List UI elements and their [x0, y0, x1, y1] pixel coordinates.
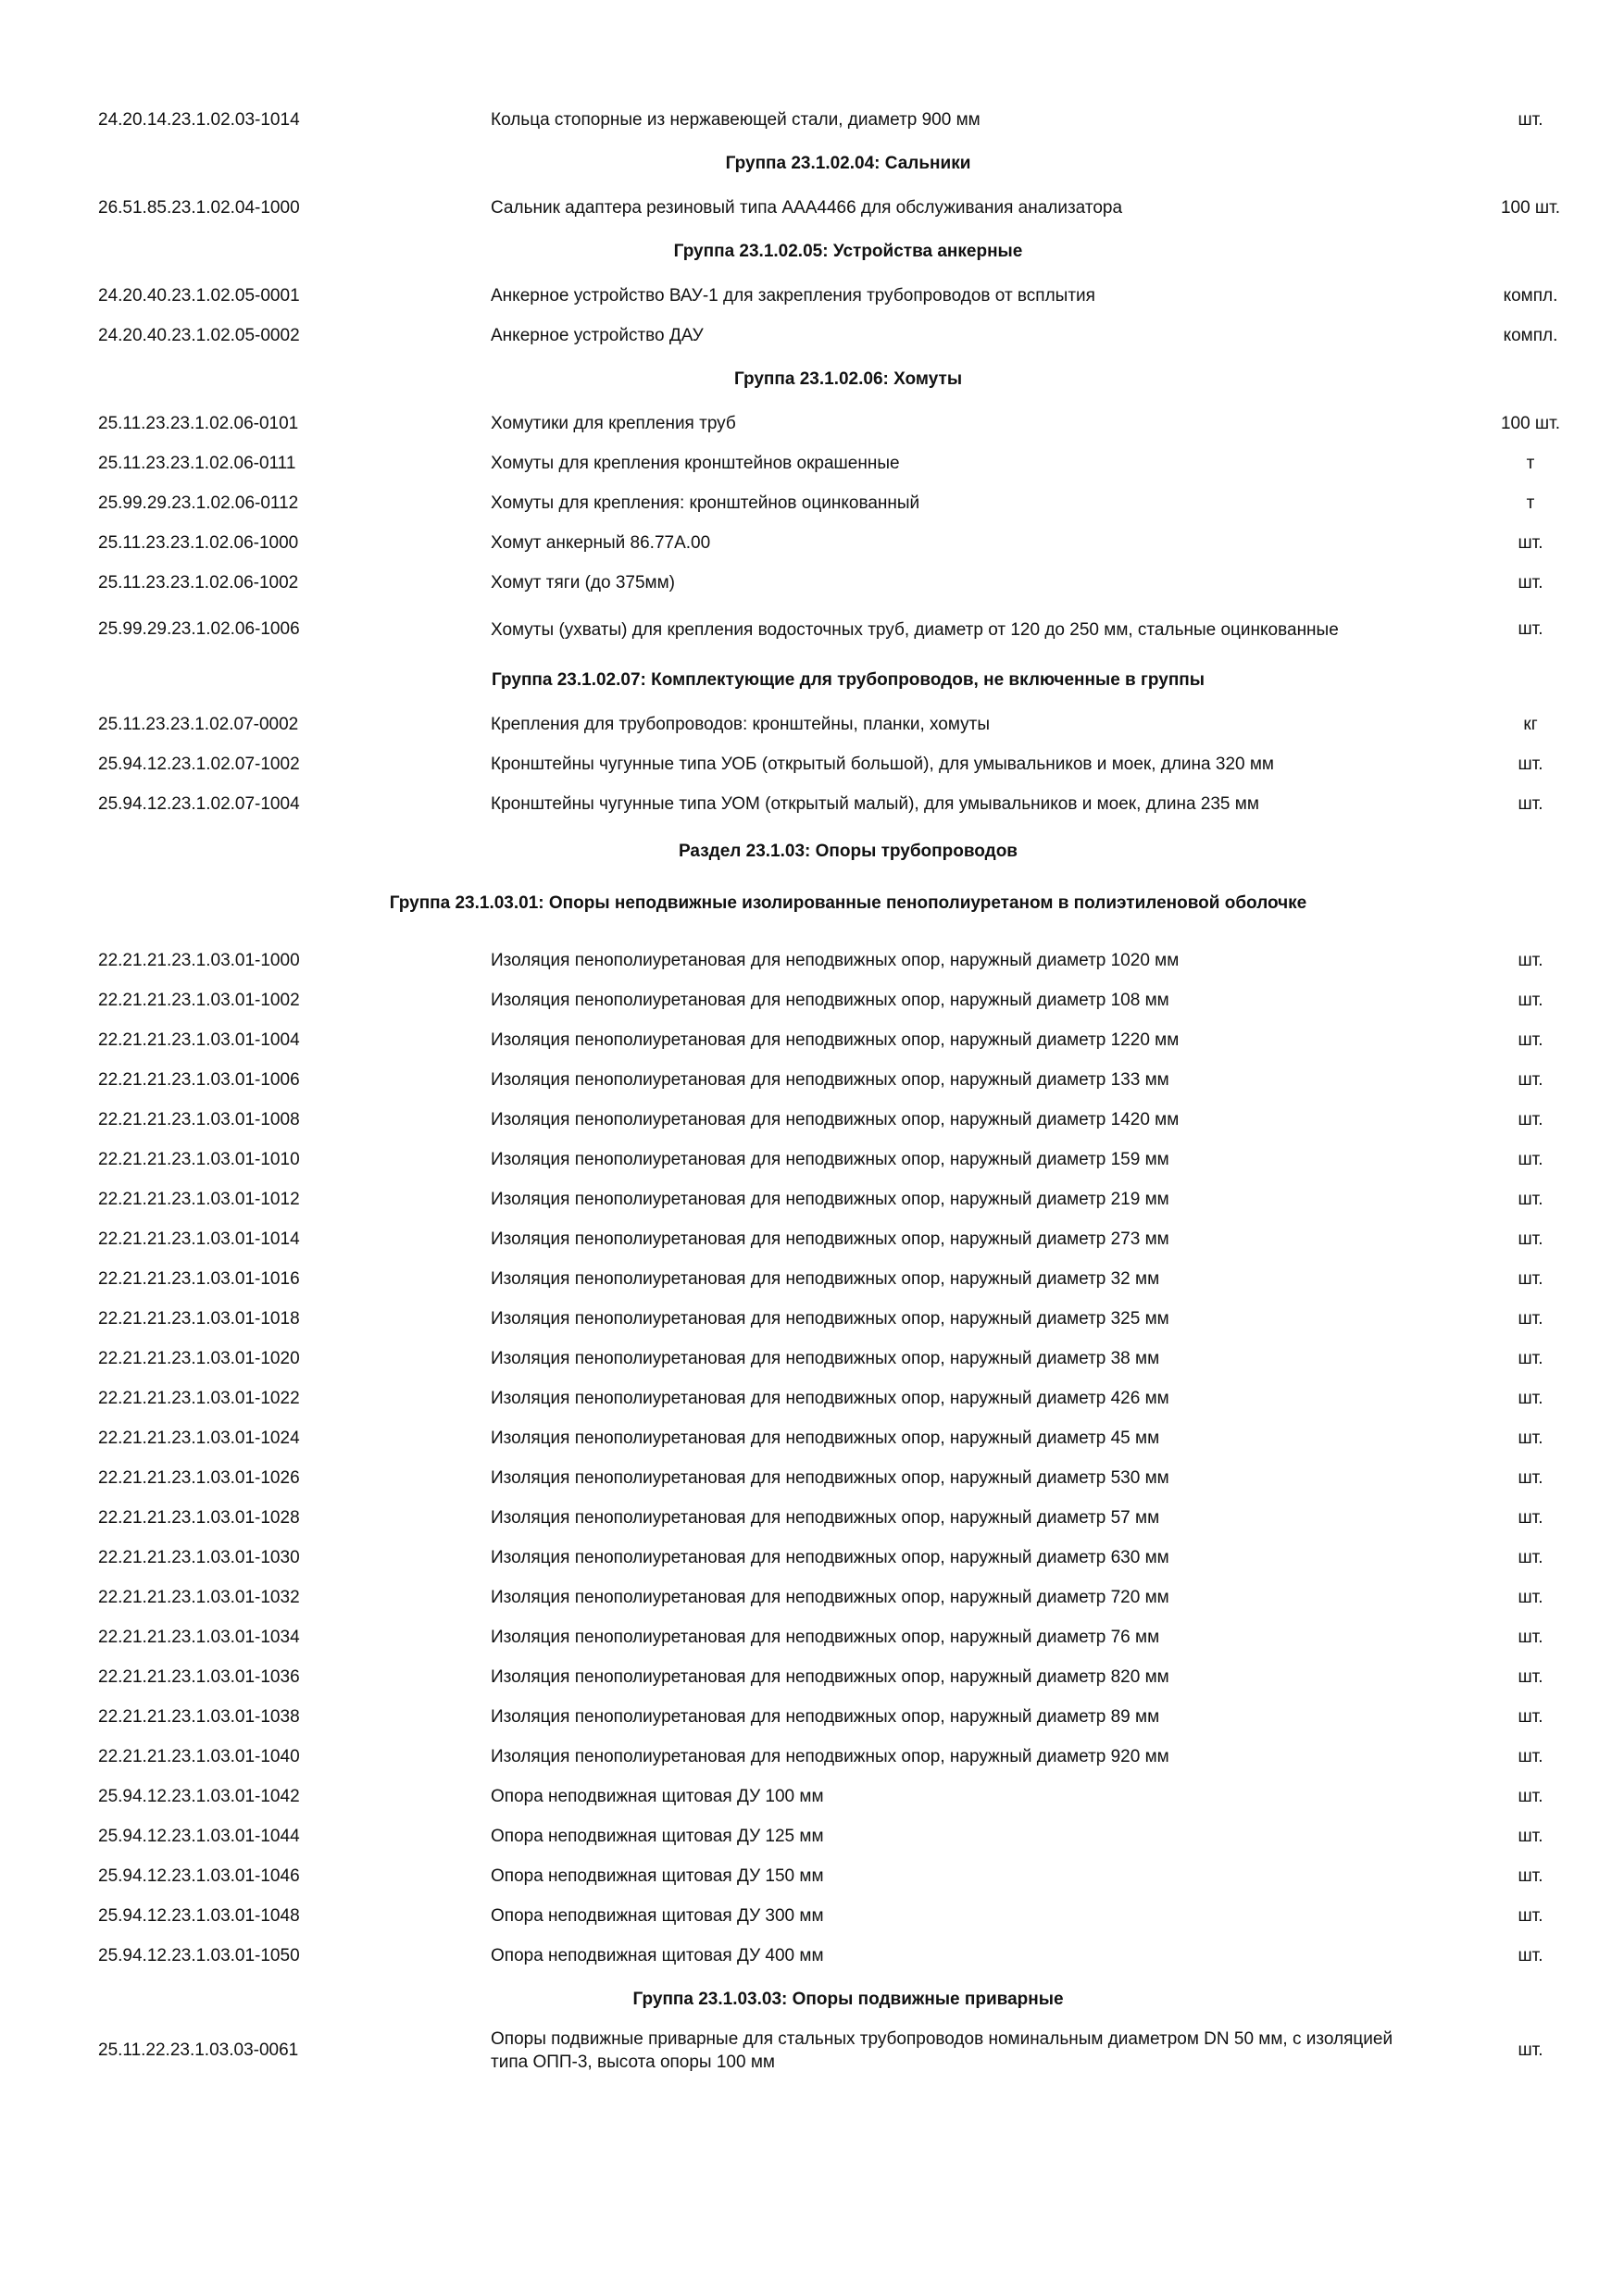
item-unit: шт.	[1518, 1706, 1543, 1727]
item-unit: шт.	[1518, 1189, 1543, 1209]
table-row	[98, 1816, 1598, 1856]
item-code: 25.94.12.23.1.03.01-1048	[98, 1905, 300, 1926]
table-row	[98, 705, 1598, 744]
table-row	[98, 1140, 1598, 1179]
table-row	[98, 1020, 1598, 1060]
table-row	[98, 1259, 1598, 1299]
table-row	[98, 1936, 1598, 1976]
table-row	[98, 316, 1598, 356]
item-unit: компл.	[1503, 285, 1558, 306]
item-code: 25.11.23.23.1.02.06-1000	[98, 532, 299, 553]
item-unit: шт.	[1518, 1149, 1543, 1169]
table-row	[98, 980, 1598, 1020]
item-name: Хомуты для крепления: кронштейнов оцинкованный	[491, 493, 920, 513]
item-unit: шт.	[1518, 1428, 1543, 1448]
item-name: Хомуты (ухваты) для крепления водосточных труб, диаметр от 120 до 250 мм, стальные оцинкованные	[491, 619, 1339, 640]
item-code: 22.21.21.23.1.03.01-1012	[98, 1189, 300, 1209]
item-code: 22.21.21.23.1.03.01-1006	[98, 1069, 300, 1090]
table-row	[98, 2024, 1598, 2078]
item-code: 22.21.21.23.1.03.01-1008	[98, 1109, 300, 1129]
item-name: Изоляция пенополиуретановая для неподвижных опор, наружный диаметр 920 мм	[491, 1747, 1169, 1766]
item-code: 25.11.22.23.1.03.03-0061	[98, 2040, 299, 2060]
item-unit: шт.	[1518, 2040, 1543, 2060]
table-row	[98, 1458, 1598, 1498]
section-header: Раздел 23.1.03: Опоры трубопроводов	[678, 842, 1018, 861]
item-unit: шт.	[1518, 1268, 1543, 1289]
table-row	[98, 744, 1598, 784]
table-row	[98, 100, 1598, 140]
item-unit: шт.	[1518, 1905, 1543, 1926]
item-unit: т	[1526, 493, 1535, 513]
item-code: 25.94.12.23.1.03.01-1044	[98, 1826, 300, 1846]
table-row	[98, 404, 1598, 443]
item-code: 22.21.21.23.1.03.01-1034	[98, 1627, 300, 1647]
table-row	[98, 1578, 1598, 1617]
item-unit: шт.	[1518, 1547, 1543, 1567]
table-row	[98, 1219, 1598, 1259]
item-unit: шт.	[1518, 1467, 1543, 1488]
item-unit: шт.	[1518, 1786, 1543, 1806]
item-code: 25.99.29.23.1.02.06-0112	[98, 493, 299, 513]
item-name: Изоляция пенополиуретановая для неподвижных опор, наружный диаметр 630 мм	[491, 1548, 1169, 1567]
item-code: 22.21.21.23.1.03.01-1014	[98, 1229, 300, 1249]
table-row	[98, 1299, 1598, 1339]
item-name: Изоляция пенополиуретановая для неподвижных опор, наружный диаметр 45 мм	[491, 1429, 1160, 1448]
item-name: Изоляция пенополиуретановая для неподвижных опор, наружный диаметр 426 мм	[491, 1389, 1169, 1408]
item-name: Опора неподвижная щитовая ДУ 400 мм	[491, 1946, 824, 1965]
group-header: Группа 23.1.02.05: Устройства анкерные	[673, 242, 1023, 261]
item-name: Хомут тяги (до 375мм)	[491, 573, 676, 593]
table-row	[98, 1100, 1598, 1140]
item-unit: шт.	[1518, 572, 1543, 593]
item-name: Кронштейны чугунные типа УОБ (открытый большой), для умывальников и моек, длина 320 мм	[491, 755, 1274, 774]
item-unit: шт.	[1518, 793, 1543, 814]
item-code: 22.21.21.23.1.03.01-1038	[98, 1706, 300, 1727]
item-unit: шт.	[1518, 1109, 1543, 1129]
item-code: 25.99.29.23.1.02.06-1006	[98, 619, 300, 639]
item-name: Изоляция пенополиуретановая для неподвижных опор, наружный диаметр 89 мм	[491, 1707, 1160, 1727]
item-code: 26.51.85.23.1.02.04-1000	[98, 197, 300, 218]
table-row	[98, 1179, 1598, 1219]
item-unit: шт.	[1518, 109, 1543, 130]
group-header: Группа 23.1.02.06: Хомуты	[733, 369, 963, 389]
item-name: Анкерное устройство ДАУ	[491, 326, 704, 345]
item-name: Опора неподвижная щитовая ДУ 100 мм	[491, 1787, 824, 1806]
item-unit: шт.	[1518, 1507, 1543, 1528]
item-unit: шт.	[1518, 950, 1543, 970]
item-name: Кольца стопорные из нержавеющей стали, диаметр 900 мм	[491, 110, 981, 130]
item-unit: шт.	[1518, 1029, 1543, 1050]
item-unit: шт.	[1518, 1308, 1543, 1329]
item-code: 25.94.12.23.1.03.01-1042	[98, 1786, 300, 1806]
item-name: Изоляция пенополиуретановая для неподвижных опор, наружный диаметр 720 мм	[491, 1588, 1169, 1607]
item-code: 22.21.21.23.1.03.01-1036	[98, 1666, 300, 1687]
item-code: 22.21.21.23.1.03.01-1016	[98, 1268, 300, 1289]
table-row	[98, 563, 1598, 603]
item-name: Изоляция пенополиуретановая для неподвижных опор, наружный диаметр 38 мм	[491, 1349, 1160, 1368]
item-name: Хомуты для крепления кронштейнов окрашенные	[491, 454, 900, 473]
item-name: Изоляция пенополиуретановая для неподвижных опор, наружный диаметр 133 мм	[491, 1070, 1169, 1090]
item-unit: шт.	[1518, 1826, 1543, 1846]
item-code: 22.21.21.23.1.03.01-1028	[98, 1507, 300, 1528]
item-name: Изоляция пенополиуретановая для неподвижных опор, наружный диаметр 219 мм	[491, 1190, 1169, 1209]
table-row	[98, 523, 1598, 563]
group-header: Группа 23.1.02.07: Комплектующие для трубопроводов, не включенные в группы	[491, 670, 1206, 690]
item-name: Изоляция пенополиуретановая для неподвижных опор, наружный диаметр 57 мм	[491, 1508, 1160, 1528]
item-code: 22.21.21.23.1.03.01-1024	[98, 1428, 300, 1448]
table-row	[98, 784, 1598, 824]
item-name: Изоляция пенополиуретановая для неподвижных опор, наружный диаметр 1420 мм	[491, 1110, 1180, 1129]
item-code: 25.94.12.23.1.02.07-1004	[98, 793, 300, 814]
item-code: 25.94.12.23.1.03.01-1050	[98, 1945, 300, 1965]
table-row	[98, 603, 1598, 656]
item-unit: кг	[1523, 714, 1538, 734]
table-row	[98, 1737, 1598, 1777]
item-unit: 100 шт.	[1500, 413, 1561, 433]
group-header: Группа 23.1.02.04: Сальники	[725, 154, 971, 173]
item-name: Изоляция пенополиуретановая для неподвижных опор, наружный диаметр 530 мм	[491, 1468, 1169, 1488]
item-code: 22.21.21.23.1.03.01-1032	[98, 1587, 300, 1607]
item-name: Изоляция пенополиуретановая для неподвижных опор, наружный диаметр 1020 мм	[491, 951, 1180, 970]
item-unit: шт.	[1518, 1587, 1543, 1607]
item-unit: шт.	[1518, 1746, 1543, 1766]
item-name: Изоляция пенополиуретановая для неподвижных опор, наружный диаметр 1220 мм	[491, 1030, 1180, 1050]
item-unit: шт.	[1518, 532, 1543, 553]
item-name: Изоляция пенополиуретановая для неподвижных опор, наружный диаметр 325 мм	[491, 1309, 1169, 1329]
item-unit: шт.	[1518, 1666, 1543, 1687]
item-name: Изоляция пенополиуретановая для неподвижных опор, наружный диаметр 273 мм	[491, 1229, 1169, 1249]
item-name: Опора неподвижная щитовая ДУ 300 мм	[491, 1906, 824, 1926]
table-row	[98, 1617, 1598, 1657]
item-code: 22.21.21.23.1.03.01-1018	[98, 1308, 300, 1329]
item-code: 22.21.21.23.1.03.01-1004	[98, 1029, 300, 1050]
item-name: Кронштейны чугунные типа УОМ (открытый малый), для умывальников и моек, длина 235 мм	[491, 794, 1259, 814]
table-row	[98, 1060, 1598, 1100]
table-row	[98, 1697, 1598, 1737]
item-name: Изоляция пенополиуретановая для неподвижных опор, наружный диаметр 32 мм	[491, 1269, 1160, 1289]
item-code: 22.21.21.23.1.03.01-1000	[98, 950, 300, 970]
item-unit: шт.	[1518, 754, 1543, 774]
item-name: Изоляция пенополиуретановая для неподвижных опор, наружный диаметр 108 мм	[491, 991, 1169, 1010]
item-code: 22.21.21.23.1.03.01-1002	[98, 990, 300, 1010]
item-name: Опоры подвижные приварные для стальных трубопроводов номинальным диаметром DN 50 мм, с изоляцией типа ОПП-3, высота опоры 100 мм	[491, 2029, 1393, 2072]
item-code: 25.11.23.23.1.02.07-0002	[98, 714, 299, 734]
table-row	[98, 1896, 1598, 1936]
item-unit: т	[1526, 453, 1535, 473]
item-code: 24.20.14.23.1.02.03-1014	[98, 109, 300, 130]
item-name: Изоляция пенополиуретановая для неподвижных опор, наружный диаметр 820 мм	[491, 1667, 1169, 1687]
table-row	[98, 276, 1598, 316]
item-unit: шт.	[1518, 990, 1543, 1010]
item-code: 24.20.40.23.1.02.05-0002	[98, 325, 300, 345]
item-name: Опора неподвижная щитовая ДУ 150 мм	[491, 1866, 824, 1886]
item-code: 25.94.12.23.1.02.07-1002	[98, 754, 300, 774]
table-row	[98, 1498, 1598, 1538]
item-code: 22.21.21.23.1.03.01-1030	[98, 1547, 300, 1567]
item-code: 22.21.21.23.1.03.01-1020	[98, 1348, 300, 1368]
item-code: 24.20.40.23.1.02.05-0001	[98, 285, 300, 306]
item-name: Сальник адаптера резиновый типа ААА4466 для обслуживания анализатора	[491, 198, 1123, 218]
table-row	[98, 1538, 1598, 1578]
item-unit: шт.	[1518, 1627, 1543, 1647]
item-unit: шт.	[1518, 1866, 1543, 1886]
item-code: 22.21.21.23.1.03.01-1040	[98, 1746, 300, 1766]
group-header: Группа 23.1.03.03: Опоры подвижные приварные	[632, 1990, 1064, 2009]
item-code: 22.21.21.23.1.03.01-1026	[98, 1467, 300, 1488]
table-row	[98, 1418, 1598, 1458]
table-row	[98, 941, 1598, 980]
item-code: 25.94.12.23.1.03.01-1046	[98, 1866, 300, 1886]
item-name: Анкерное устройство ВАУ-1 для закрепления трубопроводов от всплытия	[491, 286, 1095, 306]
item-unit: шт.	[1518, 619, 1543, 639]
price-list-page	[98, 100, 1598, 2078]
item-name: Изоляция пенополиуретановая для неподвижных опор, наружный диаметр 159 мм	[491, 1150, 1169, 1169]
table-row	[98, 1379, 1598, 1418]
item-unit: компл.	[1503, 325, 1558, 345]
group-header: Группа 23.1.03.01: Опоры неподвижные изолированные пенополиуретаном в полиэтиленовой оболочке	[389, 893, 1307, 913]
item-unit: шт.	[1518, 1388, 1543, 1408]
table-row	[98, 1777, 1598, 1816]
item-code: 25.11.23.23.1.02.06-1002	[98, 572, 299, 593]
item-name: Опора неподвижная щитовая ДУ 125 мм	[491, 1827, 824, 1846]
item-unit: шт.	[1518, 1348, 1543, 1368]
item-unit: шт.	[1518, 1229, 1543, 1249]
item-name: Хомутики для крепления труб	[491, 414, 736, 433]
item-name: Изоляция пенополиуретановая для неподвижных опор, наружный диаметр 76 мм	[491, 1628, 1160, 1647]
item-unit: 100 шт.	[1500, 197, 1561, 218]
item-code: 22.21.21.23.1.03.01-1022	[98, 1388, 300, 1408]
item-unit: шт.	[1518, 1945, 1543, 1965]
table-row	[98, 1657, 1598, 1697]
item-code: 22.21.21.23.1.03.01-1010	[98, 1149, 300, 1169]
item-code: 25.11.23.23.1.02.06-0101	[98, 413, 299, 433]
table-row	[98, 1856, 1598, 1896]
table-row	[98, 188, 1598, 228]
table-row	[98, 1339, 1598, 1379]
item-name: Крепления для трубопроводов: кронштейны, планки, хомуты	[491, 715, 990, 734]
item-code: 25.11.23.23.1.02.06-0111	[98, 453, 296, 473]
item-name: Хомут анкерный 86.77А.00	[491, 533, 711, 553]
item-unit: шт.	[1518, 1069, 1543, 1090]
table-row	[98, 483, 1598, 523]
table-row	[98, 443, 1598, 483]
